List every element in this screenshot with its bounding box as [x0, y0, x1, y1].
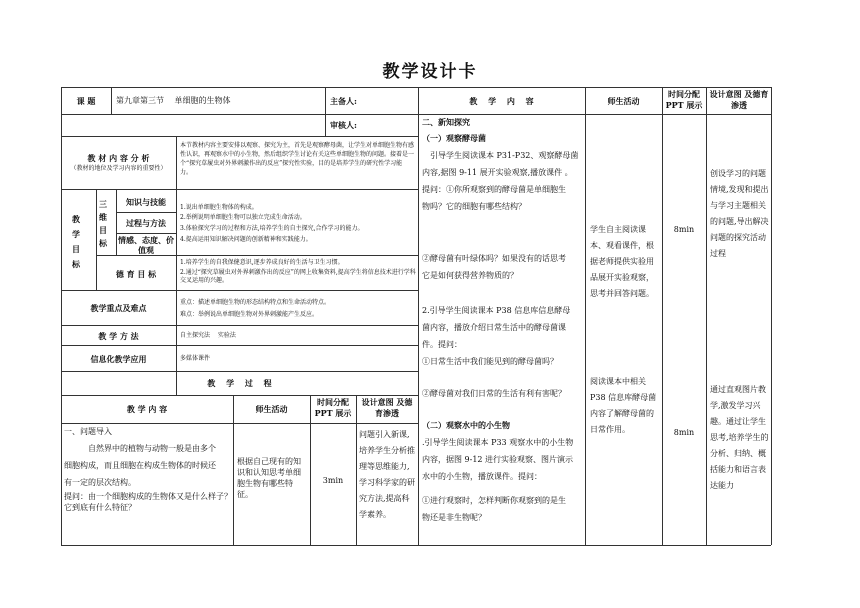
col-content-right: 教 学 内 容 — [469, 96, 534, 106]
intro-line-3: 有一定的层次结构。 — [64, 478, 136, 487]
section-head: 二、新知探究 — [422, 117, 470, 127]
col-time-left: 时间分配 PPT 展示 — [314, 397, 352, 418]
intro-activity: 根据自己现有的知识和认知思考单细胞生物有哪些特征。 — [237, 457, 301, 499]
moral-2: 2.通过“探究草履虫对外界刺激作出的反应”的网上收集资料,提高学生将信息技术进行学科交叉运用的兴趣。 — [180, 269, 416, 284]
p1-line-4: 物吗？它的细胞有哪些结构？ — [422, 202, 526, 211]
activity-2: 阅读课本中相关 P38 信息库酵母菌内容了解酵母菌的日常作用。 — [590, 377, 657, 434]
method-value: 自主探究法 实验法 — [180, 332, 236, 339]
analysis-sub: （教材的地位及学习内容的重要性） — [70, 165, 167, 172]
p3-line-4: ①日常生活中我们能见到的酵母菌吗？ — [422, 357, 558, 366]
info-label: 信息化教学应用 — [90, 354, 147, 364]
p4-line-2: 内容，据图 9-12 进行实验观察、图片演示 — [422, 455, 574, 464]
p3-line-5: ②酵母菌对我们日常的生活有利有害呢？ — [422, 389, 566, 398]
topic-value: 第九章第三节 单细胞的生物体 — [116, 96, 231, 105]
moral-1: 1.培养学生的自我保健意识,逐步养成良好的生活与卫生习惯。 — [180, 259, 344, 266]
p1-line-3: 提问：①你所观察到的酵母菌是单细胞生 — [422, 185, 566, 194]
p3-line-1: 2.引导学生阅读课本 P38 信息库信息酵母 — [422, 306, 571, 315]
p4-line-1: .引导学生阅读课本 P33 观察水中的小生物 — [422, 438, 574, 447]
sub-1: （一）观察酵母菌 — [422, 133, 486, 143]
goal-2: 2.举例说明单细胞生物可以独立完成生命活动。 — [180, 214, 306, 221]
intro-question: 提问：由一个细胞构成的生物体又是什么样子？它到底有什么特征？ — [64, 492, 232, 512]
reviewer-label: 审核人: — [330, 120, 357, 130]
p2-line-1: ②酵母菌有叶绿体吗？如果没有的话思考 — [422, 254, 566, 263]
analysis-text: 本节教材内容主要安排以观察、探究为主，首先是观察酵母菌，让学生对单细胞生物有感性认识，再观察水中的小生物，然后组织学生讨论有关这些单细胞生物的问题。接着是一个“探究草履虫对外界刺激作出的反应”探究性实验，目的是培养学生的研究性学习能力。 — [180, 142, 415, 176]
col-activity-left: 师生活动 — [255, 404, 288, 414]
p4-line-4: ①进行观察时，怎样判断你观察到的是生 — [422, 496, 566, 505]
process-header: 教 学 过 程 — [207, 378, 272, 388]
method-label: 教 学 方 法 — [98, 331, 139, 341]
time-2: 8min — [673, 428, 695, 437]
intro-intent: 问题引入新课,培养学生分析推理等思维能力,学习科学家的研究方法,提高科学素养。 — [359, 430, 415, 519]
intro-line-1: 自然界中的植物与动物一般是由多个 — [88, 444, 216, 453]
col-content-left: 教 学 内 容 — [126, 404, 168, 414]
goal-3: 3.体验探究学习的过程和方法,培养学生的自主探究,合作学习的能力。 — [180, 225, 364, 232]
p3-line-2: 菌内容，播放介绍日常生活中的酵母菌课 — [422, 323, 566, 332]
moral-label: 德 育 目 标 — [115, 269, 157, 279]
page-title: 教学设计卡 — [382, 62, 478, 82]
intro-head: 一、问题导入 — [64, 427, 112, 436]
p3-line-3: 件。提问： — [422, 340, 462, 349]
process-label: 过程与方法 — [126, 218, 166, 228]
col-intent-right: 设计意图 及德育渗透 — [709, 89, 769, 110]
col-time-right: 时间分配 PPT 展示 — [665, 89, 703, 110]
intent-2: 通过直观图片教学,激发学习兴趣。通过让学生思考,培养学生的分析、归纳、概括能力和语言表达能力 — [710, 385, 769, 490]
p4-line-5: 物还是非生物呢？ — [422, 513, 486, 522]
p1-line-1: 引导学生阅读课本 P31-P32、观察酵母菌 — [430, 151, 579, 160]
col-intent-left: 设计意图 及德育渗透 — [361, 397, 413, 418]
analysis-label: 教 材 内 容 分 析 — [87, 153, 150, 163]
goal-1: 1.说出单细胞生物体的构成。 — [180, 204, 258, 211]
key-2: 难点：举例说出单细胞生物对外界刺激能产生反应。 — [180, 311, 319, 318]
info-value: 多媒体课件 — [180, 355, 211, 362]
p2-line-2: 它是如何获得营养物质的？ — [422, 271, 518, 280]
knowledge-label: 知识与技能 — [126, 197, 166, 207]
time-1: 8min — [673, 225, 695, 234]
key-label: 教学重点及难点 — [90, 303, 147, 313]
key-1: 重点：描述单细胞生物的形态结构特点和生命活动特点。 — [180, 299, 331, 306]
intro-line-2: 细胞构成，而且细胞在构成生物体的时候还 — [64, 461, 216, 470]
goal-4: 4.提高运用知识解决问题的创新精神和实践能力。 — [180, 236, 312, 243]
preparer-label: 主备人: — [330, 96, 357, 106]
p1-line-2: 内容,据图 9-11 展开实验观察,播放课件 。 — [422, 168, 573, 177]
emotion-label: 情感、态度、价值观 — [118, 235, 174, 255]
intent-1: 创设学习的问题情境,发现和提出与学习主题相关的问题,导出解决问题的探究活动过程 — [710, 169, 769, 258]
topic-label: 课 题 — [76, 96, 96, 106]
p4-line-3: 水中的小生物，播放课件。提问： — [422, 472, 542, 481]
three-dim-label: 三 维 目 标 — [99, 199, 107, 248]
activity-1: 学生自主阅读课本、观看课件，根据老师提供实验用品展开实验观察，思考并回答问题。 — [590, 225, 654, 298]
sub-2: （二）观察水中的小生物 — [422, 420, 510, 430]
goals-label: 教 学 目 标 — [72, 214, 80, 269]
intro-time: 3min — [322, 476, 344, 485]
col-activity-right: 师生活动 — [607, 96, 640, 106]
